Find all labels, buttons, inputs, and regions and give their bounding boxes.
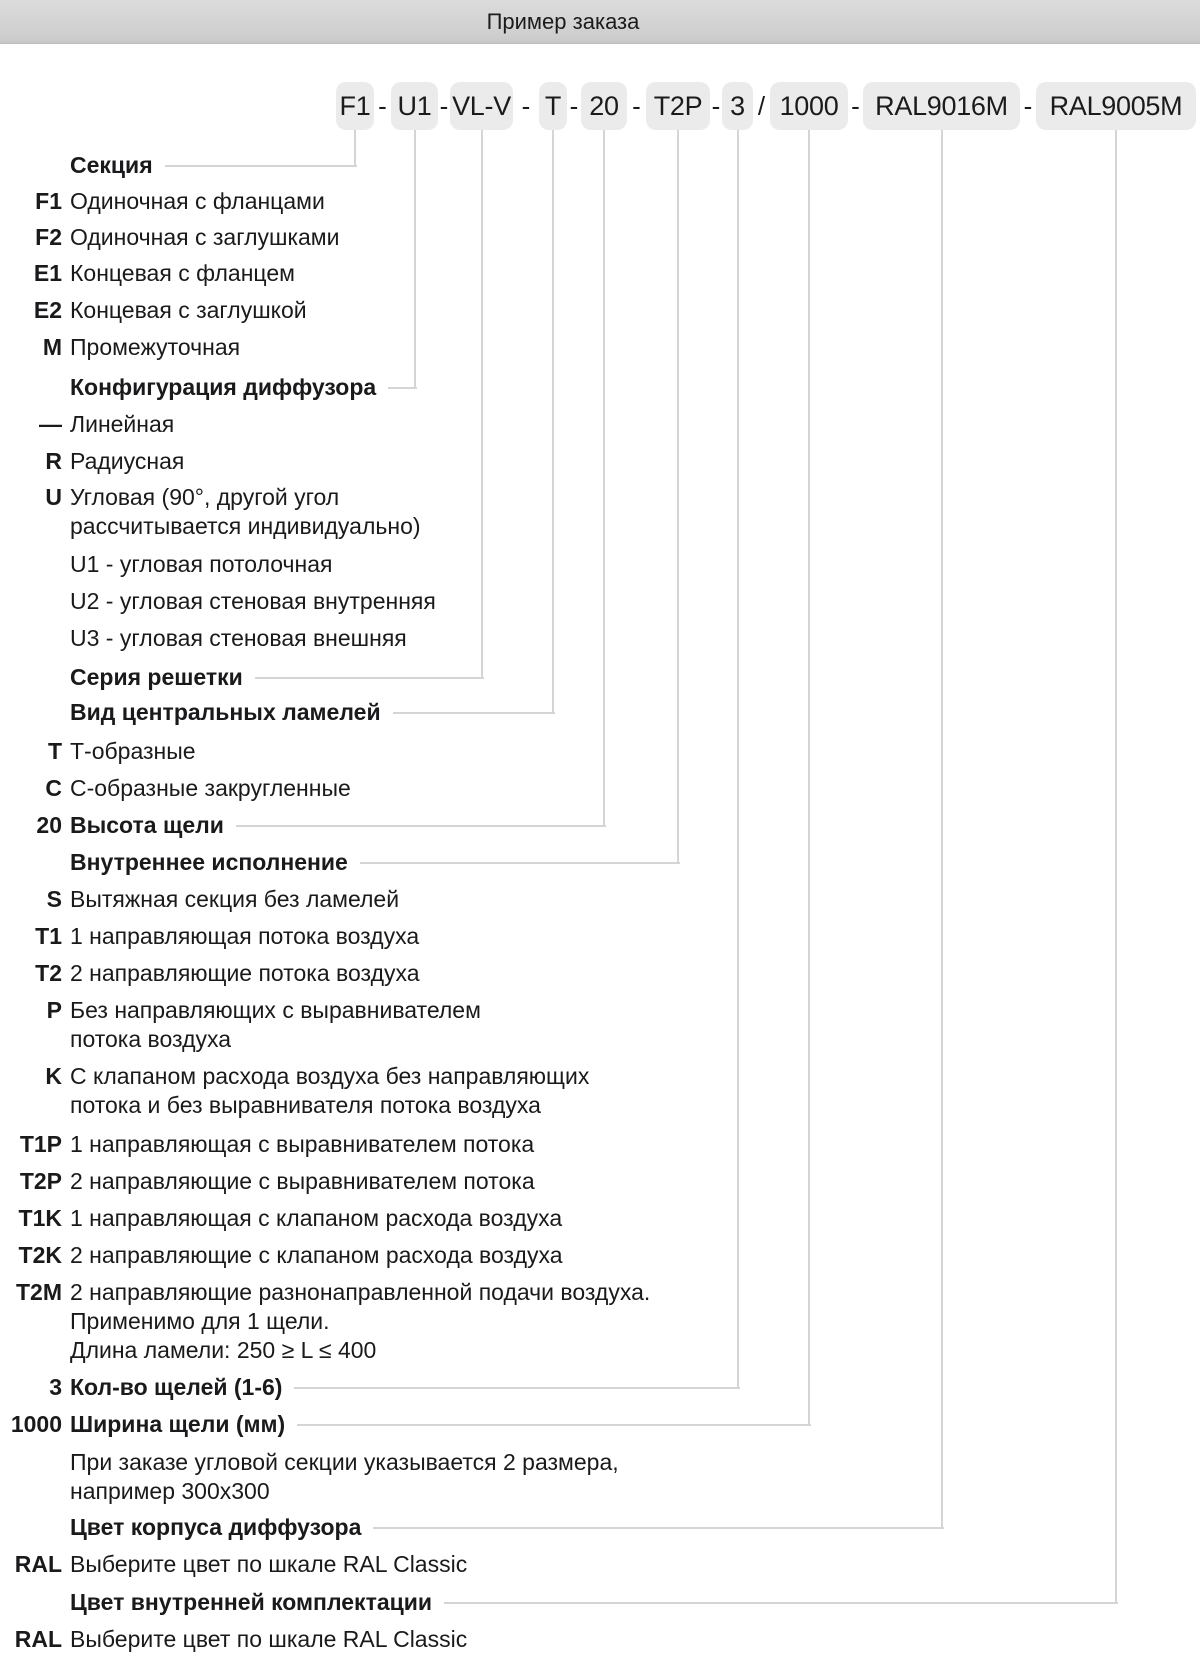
order-code-box: U1 (391, 82, 438, 130)
legend-text (70, 1278, 650, 1365)
legend-text-line: Конфигурация диффузора (70, 374, 377, 400)
legend-text-line: например 300х300 (70, 1478, 270, 1504)
legend-text-line: Выберите цвет по шкале RAL Classic (70, 1551, 468, 1577)
order-code-separator: - (521, 90, 531, 121)
legend-section-header (0, 811, 1200, 840)
legend-row (0, 624, 1200, 653)
legend-text-line: 1 направляющая с клапаном расхода воздуха (70, 1205, 563, 1231)
legend-text (70, 483, 421, 541)
legend-row (0, 296, 1200, 325)
legend-text-line: Без направляющих с выравнивателем (70, 997, 481, 1023)
legend-text (70, 296, 307, 325)
legend-code: T1 (35, 923, 62, 949)
legend-code: T2 (35, 960, 62, 986)
legend-section-header (0, 1410, 1200, 1439)
order-code-separator: - (851, 90, 860, 121)
legend-text (70, 333, 240, 362)
legend-code: M (42, 334, 62, 360)
legend-text-line: U3 - угловая стеновая внешняя (70, 625, 407, 651)
legend-code: T1K (18, 1205, 62, 1231)
legend-row (0, 922, 1200, 951)
legend-text-line: Вытяжная секция без ламелей (70, 886, 400, 912)
legend-text-line: Высота щели (70, 812, 224, 838)
legend-text (70, 1130, 534, 1159)
order-code-box: T (539, 82, 567, 130)
legend-text-line: Линейная (70, 411, 175, 437)
legend-text (70, 373, 376, 402)
legend-row (0, 1625, 1200, 1654)
order-code-box: F1 (336, 82, 374, 130)
legend-text (70, 1410, 285, 1439)
legend-code: E1 (33, 260, 62, 286)
legend-text (70, 447, 184, 476)
legend-text-line: Длина ламели: 250 ≥ L ≤ 400 (70, 1337, 377, 1363)
legend-text-line: 1 направляющая потока воздуха (70, 923, 420, 949)
legend-text-line: 1 направляющая с выравнивателем потока (70, 1131, 535, 1157)
legend-row (0, 447, 1200, 476)
legend-text (70, 885, 399, 914)
legend-code: C (45, 775, 62, 801)
title-bar (0, 0, 1200, 44)
legend-row (0, 1241, 1200, 1270)
legend-code: E2 (33, 297, 62, 323)
legend-code: 3 (49, 1374, 62, 1400)
legend-section-header (0, 663, 1200, 692)
legend-text-line: потока и без выравнивателя потока воздуха (70, 1092, 541, 1118)
legend-text-line: Концевая с фланцем (70, 260, 295, 286)
legend-section-header (0, 373, 1200, 402)
order-code-separator: - (1023, 90, 1033, 121)
legend-text (70, 587, 436, 616)
legend-code: — (39, 411, 62, 437)
legend-text (70, 550, 333, 579)
legend-code: T (47, 738, 62, 764)
legend-text-line: Серия решетки (70, 664, 243, 690)
legend-text (70, 1513, 361, 1542)
order-code-box: 20 (581, 82, 627, 130)
legend-row (0, 1130, 1200, 1159)
legend-text (70, 1167, 535, 1196)
order-code-separator: - (711, 90, 721, 121)
legend-text-line: Промежуточная (70, 334, 241, 360)
legend-text (70, 1588, 432, 1617)
legend-section-header (0, 1588, 1200, 1617)
legend-text-line: 2 направляющие с выравнивателем потока (70, 1168, 535, 1194)
legend-text (70, 737, 196, 766)
legend-code: T1P (19, 1131, 62, 1157)
legend-code: T2P (19, 1168, 62, 1194)
order-code-separator: - (378, 90, 387, 121)
order-code-box: 3 (722, 82, 753, 130)
legend-row (0, 1167, 1200, 1196)
legend-text-line: С-образные закругленные (70, 775, 351, 801)
legend-text (70, 410, 174, 439)
legend-text-line: Одиночная с заглушками (70, 224, 340, 250)
legend-text-line: потока воздуха (70, 1026, 232, 1052)
legend-text (70, 1373, 282, 1402)
legend-code: T2M (16, 1279, 62, 1305)
order-code-separator: / (757, 90, 766, 121)
legend-row (0, 774, 1200, 803)
legend-row (0, 737, 1200, 766)
legend-code: F1 (35, 188, 62, 214)
legend-row (0, 1278, 1200, 1365)
order-code-box: 1000 (770, 82, 848, 130)
legend-text (70, 774, 351, 803)
order-code-separator: - (569, 90, 579, 121)
legend-text (70, 922, 419, 951)
legend-text-line: Цвет внутренней комплектации (70, 1589, 433, 1615)
legend-text (70, 848, 348, 877)
legend-text-line: U1 - угловая потолочная (70, 551, 333, 577)
legend-section-header (0, 848, 1200, 877)
legend-code: P (46, 997, 62, 1023)
legend-text (70, 1204, 562, 1233)
legend-section-header (0, 1373, 1200, 1402)
legend-text-line: Применимо для 1 щели. (70, 1308, 330, 1334)
legend-code: RAL (14, 1626, 62, 1652)
legend-text (70, 1550, 467, 1579)
legend-row (0, 1062, 1200, 1120)
legend-text-line: Ширина щели (мм) (70, 1411, 286, 1437)
legend-row (0, 996, 1200, 1054)
legend-text (70, 698, 381, 727)
legend-row (0, 885, 1200, 914)
page-title: Пример заказа (486, 8, 640, 34)
legend-text-line: 2 направляющие с клапаном расхода воздуха (70, 1242, 563, 1268)
legend-text (70, 663, 243, 692)
legend-text (70, 996, 481, 1054)
order-code-box: RAL9005M (1036, 82, 1196, 130)
legend-text-line: Радиусная (70, 448, 185, 474)
legend-text-line: рассчитывается индивидуально) (70, 513, 421, 539)
legend-text (70, 959, 420, 988)
legend-row (0, 550, 1200, 579)
legend-row (0, 1550, 1200, 1579)
order-code-box: RAL9016M (863, 82, 1020, 130)
order-code-separator: - (439, 90, 449, 121)
legend-section-header (0, 698, 1200, 727)
legend-text-line: Одиночная с фланцами (70, 188, 325, 214)
legend-text (70, 811, 224, 840)
legend-code: K (45, 1063, 62, 1089)
legend-text (70, 151, 153, 180)
legend-row (0, 259, 1200, 288)
legend-code: F2 (35, 224, 62, 250)
legend-text-line: Цвет корпуса диффузора (70, 1514, 362, 1540)
legend-text (70, 223, 339, 252)
legend-text (70, 1448, 619, 1506)
legend-text-line: 2 направляющие потока воздуха (70, 960, 420, 986)
legend-text-line: При заказе угловой секции указывается 2 размера, (70, 1449, 619, 1475)
legend-row (0, 1448, 1200, 1506)
order-code-box: T2P (646, 82, 710, 130)
legend-text-line: Внутреннее исполнение (70, 849, 348, 875)
legend-code: T2K (18, 1242, 62, 1268)
legend-text (70, 259, 295, 288)
legend-text-line: Угловая (90°, другой угол (70, 484, 340, 510)
legend-row (0, 959, 1200, 988)
legend-text-line: Выберите цвет по шкале RAL Classic (70, 1626, 468, 1652)
legend-text-line: Кол-во щелей (1-6) (70, 1374, 283, 1400)
legend-text-line: U2 - угловая стеновая внутренняя (70, 588, 436, 614)
legend-text (70, 1241, 563, 1270)
legend-text-line: Концевая с заглушкой (70, 297, 307, 323)
legend-section-header (0, 151, 1200, 180)
order-code-box: VL-V (450, 82, 513, 130)
legend-row (0, 187, 1200, 216)
legend-code: S (46, 886, 62, 912)
legend-row (0, 1204, 1200, 1233)
legend-code: 20 (36, 812, 62, 838)
legend-text-line: Секция (70, 152, 153, 178)
legend-row (0, 483, 1200, 541)
legend-row (0, 410, 1200, 439)
legend-code: U (45, 484, 62, 510)
order-code-separator: - (632, 90, 641, 121)
legend-row (0, 587, 1200, 616)
legend-text-line: С клапаном расхода воздуха без направляющих (70, 1063, 590, 1089)
legend-row (0, 333, 1200, 362)
legend-text-line: Вид центральных ламелей (70, 699, 381, 725)
legend-code: RAL (14, 1551, 62, 1577)
legend-code: R (45, 448, 62, 474)
legend-text-line: 2 направляющие разнонаправленной подачи воздуха. (70, 1279, 651, 1305)
legend-code: 1000 (10, 1411, 62, 1437)
legend-text (70, 187, 325, 216)
legend-text (70, 624, 407, 653)
legend-row (0, 223, 1200, 252)
legend-section-header (0, 1513, 1200, 1542)
legend-text-line: Т-образные (70, 738, 196, 764)
legend-text (70, 1062, 589, 1120)
legend-text (70, 1625, 467, 1654)
